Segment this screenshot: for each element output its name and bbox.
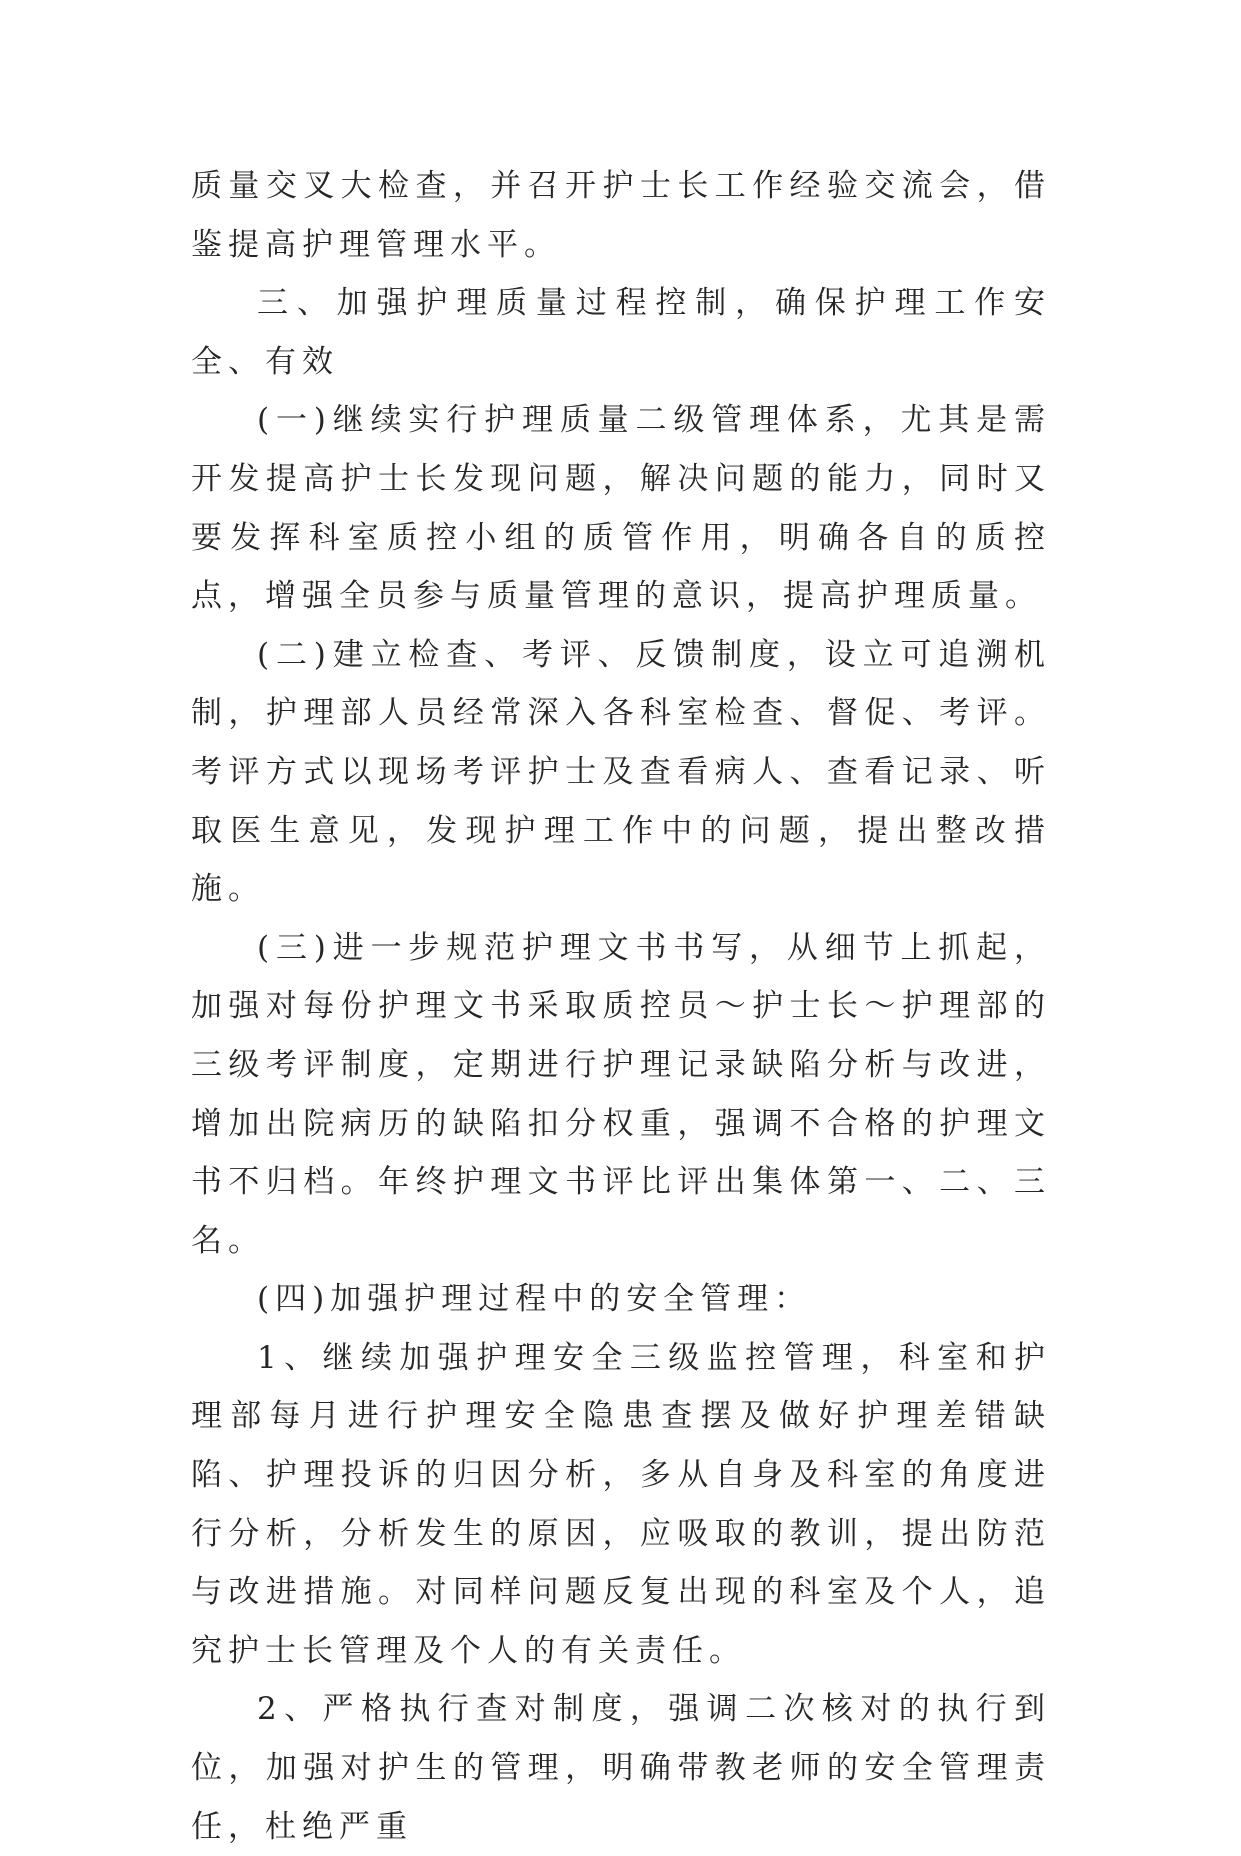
section-heading-3: 三、加强护理质量过程控制，确保护理工作安全、有效 (191, 285, 1051, 380)
paragraph-item-2: (二)建立检查、考评、反馈制度，设立可追溯机制，护理部人员经常深入各科室检查、督促、考评。考评方式以现场考评护士及查看病人、查看记录、听取医生意见，发现护理工作中的问题，提出整改措施。 (191, 636, 1051, 908)
paragraph-item-3: (三)进一步规范护理文书书写，从细节上抓起，加强对每份护理文书采取质控员～护士长～护理部的三级考评制度，定期进行护理记录缺陷分析与改进，增加出院病历的缺陷扣分权重，强调不合格的护理文书不归档。年终护理文书评比评出集体第一、二、三名。 (191, 929, 1051, 1259)
paragraph-continuation: 质量交叉大检查，并召开护士长工作经验交流会，借鉴提高护理管理水平。 (191, 168, 1051, 263)
paragraph-subitem-2: 2、严格执行查对制度，强调二次核对的执行到位，加强对护生的管理，明确带教老师的安全管理责任，杜绝严重 (191, 1691, 1051, 1845)
document-body (191, 157, 1051, 1856)
paragraph-subitem-1: 1、继续加强护理安全三级监控管理，科室和护理部每月进行护理安全隐患查摆及做好护理差错缺陷、护理投诉的归因分析，多从自身及科室的角度进行分析，分析发生的原因，应吸取的教训，提出防范与改进措施。对同样问题反复出现的科室及个人，追究护士长管理及个人的有关责任。 (191, 1339, 1051, 1669)
paragraph-item-4: (四)加强护理过程中的安全管理： (257, 1281, 812, 1318)
paragraph-item-1: (一)继续实行护理质量二级管理体系，尤其是需开发提高护士长发现问题，解决问题的能力，同时又要发挥科室质控小组的质管作用，明确各自的质控点，增强全员参与质量管理的意识，提高护理质量。 (191, 402, 1051, 615)
